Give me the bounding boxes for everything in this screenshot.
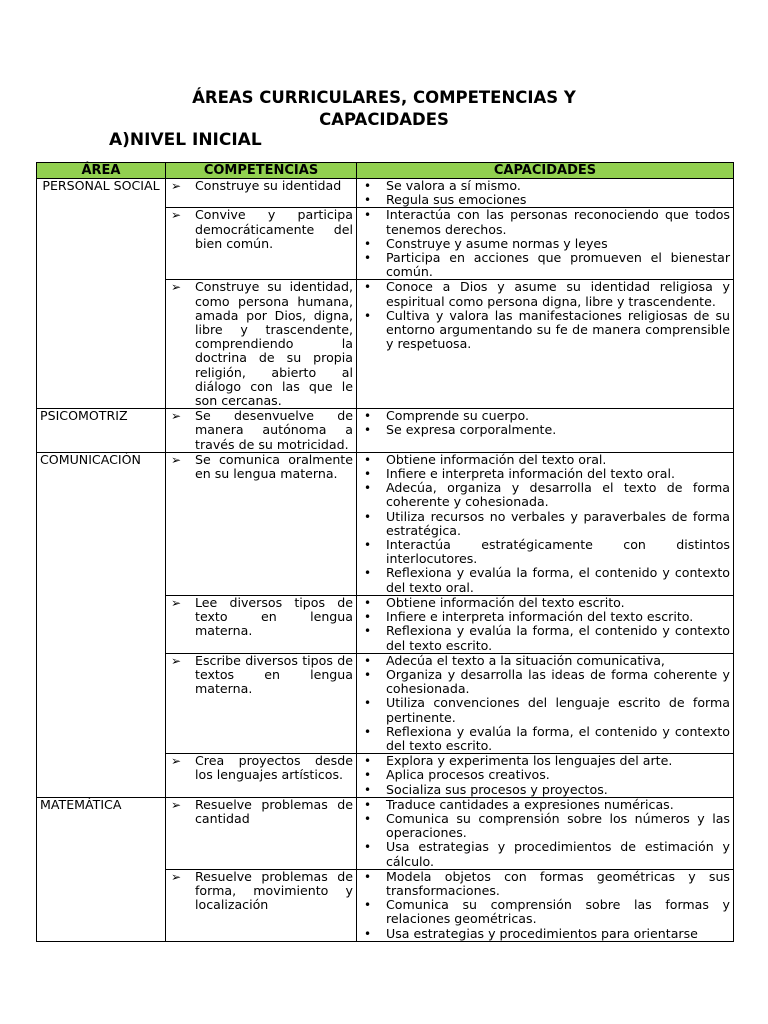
arrow-bullet-icon: ➢ [171,869,182,884]
arrow-bullet-icon: ➢ [171,179,182,193]
capacidad-text: Reflexiona y evalúa la forma, el contenido y contexto del texto escrito. [386,723,730,753]
header-competencias: COMPETENCIAS [166,163,357,179]
bullet-icon: • [364,538,372,553]
capacidad-text: Usa estrategias y procedimientos de estimación y cálculo. [386,839,730,869]
bullet-icon: • [364,754,372,769]
area-personal-social [37,179,166,409]
list-item [360,696,730,724]
bullet-icon: • [364,595,372,610]
list-item [360,237,730,251]
bullet-icon: • [364,251,372,266]
table-row [37,179,734,208]
capacidad-text: Comprende su cuerpo. [386,408,529,424]
capacidad-text: Se valora a sí mismo. [386,178,521,193]
bullet-icon: • [364,926,372,941]
capacidades-cell [357,280,734,409]
capacidad-text: Participa en acciones que promueven el bienestar común. [386,250,730,280]
bullet-icon: • [364,811,372,826]
list-item [360,453,730,467]
bullet-icon: • [364,308,372,323]
capacidades-cell [357,869,734,941]
arrow-bullet-icon: ➢ [171,797,182,812]
list-item [360,725,730,753]
competencia-cell [166,754,357,798]
list-item [360,768,730,782]
area-label: PSICOMOTRIZ [40,408,128,424]
competencia-text: Se desenvuelve de manera autónoma a través de su motricidad. [195,408,353,452]
area-label: COMUNICACIÓN [40,451,141,467]
bullet-icon: • [364,898,372,913]
table-row [37,452,734,595]
capacidad-text: Organiza y desarrolla las ideas de forma coherente y cohesionada. [386,666,730,697]
capacidad-text: Infiere e interpreta información del texto oral. [386,466,676,482]
bullet-icon: • [364,409,372,424]
list-item [360,596,730,610]
capacidad-text: Reflexiona y evalúa la forma, el contenido y contexto del texto escrito. [386,623,730,653]
list-item [360,927,730,941]
competencia-text: Escribe diversos tipos de textos en lengua materna. [195,652,353,697]
bullet-icon: • [364,452,372,467]
capacidad-text: Aplica procesos creativos. [386,767,550,783]
bullet-icon: • [364,696,372,711]
list-item [360,610,730,624]
capacidad-text: Socializa sus procesos y proyectos. [386,781,608,797]
competencia-cell [166,280,357,409]
capacidad-text: Comunica su comprensión sobre las formas y relaciones geométricas. [386,897,730,927]
bullet-icon: • [364,509,372,524]
list-item [360,812,730,840]
competencia-text: Crea proyectos desde los lenguajes artísticos. [195,753,353,783]
capacidades-cell [357,653,734,753]
capacidad-text: Construye y asume normas y leyes [386,235,608,251]
arrow-bullet-icon: ➢ [171,452,182,467]
capacidad-text: Interactúa estratégicamente con distintos interlocutores. [386,537,730,567]
arrow-bullet-icon: ➢ [171,754,182,769]
arrow-bullet-icon: ➢ [171,208,182,223]
arrow-bullet-icon: ➢ [171,653,182,668]
capacidades-cell [357,409,734,453]
competencia-cell [166,179,357,208]
capacidad-text: Obtiene información del texto escrito. [386,594,625,610]
list-item [360,538,730,566]
capacidad-text: Utiliza convenciones del lenguaje escrito de forma pertinente. [386,695,730,725]
area-label: PERSONAL SOCIAL [42,178,160,193]
area-matematica [37,797,166,941]
list-item [360,783,730,797]
header-area: ÁREA [37,163,166,179]
capacidad-text: Regula sus emociones [386,192,527,208]
table-row [37,409,734,453]
competencia-cell [166,595,357,653]
capacidad-text: Adecúa, organiza y desarrolla el texto de forma coherente y cohesionada. [386,480,730,510]
competencia-text: Se comunica oralmente en su lengua materna. [195,451,353,482]
competencia-cell [166,208,357,280]
list-item [360,510,730,538]
list-item [360,481,730,509]
bullet-icon: • [364,667,372,682]
bullet-icon: • [364,481,372,496]
capacidad-text: Interactúa con las personas reconociendo que todos tenemos derechos. [386,207,730,237]
arrow-bullet-icon: ➢ [171,409,182,424]
document-title-line1: ÁREAS CURRICULARES, COMPETENCIAS Y [192,88,576,107]
list-item [360,309,730,352]
competencia-text: Resuelve problemas de cantidad [195,796,353,826]
arrow-bullet-icon: ➢ [171,280,182,295]
bullet-icon: • [364,179,372,193]
capacidad-text: Adecúa el texto a la situación comunicativa, [386,652,665,668]
list-item [360,208,730,236]
header-row [37,163,734,179]
capacidades-cell [357,179,734,208]
list-item [360,467,730,481]
list-item [360,754,730,768]
competencia-text: Lee diversos tipos de texto en lengua materna. [195,594,353,639]
competencia-cell [166,653,357,753]
section-heading: A)NIVEL INICIAL [109,130,262,150]
capacidades-cell [357,208,734,280]
area-comunicacion [37,452,166,797]
capacidades-cell [357,595,734,653]
capacidad-text: Traduce cantidades a expresiones numéricas. [386,796,674,812]
list-item [360,409,730,423]
bullet-icon: • [364,423,372,438]
list-item [360,840,730,868]
competencia-text: Resuelve problemas de forma, movimiento y localización [195,868,353,913]
list-item [360,654,730,668]
bullet-icon: • [364,236,372,251]
curriculum-table [36,162,734,942]
bullet-icon: • [364,797,372,812]
list-item [360,566,730,594]
capacidades-cell [357,452,734,595]
competencia-text: Construye su identidad [195,178,342,193]
competencia-cell [166,869,357,941]
bullet-icon: • [364,610,372,625]
competencia-text: Construye su identidad, como persona humana, amada por Dios, digna, libre y trascendente, comprendiendo la doctrina de su propia religión, abierto al diálogo con las que le son cercanas. [195,279,353,409]
capacidad-text: Reflexiona y evalúa la forma, el contenido y contexto del texto oral. [386,565,730,595]
capacidad-text: Utiliza recursos no verbales y paraverbales de forma estratégica. [386,508,730,538]
arrow-bullet-icon: ➢ [171,595,182,610]
header-capacidades: CAPACIDADES [357,163,734,179]
table-row [37,797,734,869]
competencia-cell [166,452,357,595]
list-item [360,179,730,193]
capacidad-text: Obtiene información del texto oral. [386,451,607,467]
list-item [360,870,730,898]
list-item [360,624,730,652]
bullet-icon: • [364,768,372,783]
capacidad-text: Cultiva y valora las manifestaciones religiosas de su entorno argumentando su fe de manera comprensible y respetuosa. [386,307,730,352]
bullet-icon: • [364,193,372,208]
list-item [360,668,730,696]
capacidades-cell [357,797,734,869]
document-title-line2: CAPACIDADES [319,110,449,129]
list-item [360,898,730,926]
capacidades-cell [357,754,734,798]
list-item [360,798,730,812]
capacidad-text: Modela objetos con formas geométricas y sus transformaciones. [386,868,730,898]
bullet-icon: • [364,566,372,581]
bullet-icon: • [364,869,372,884]
bullet-icon: • [364,280,372,295]
capacidad-text: Comunica su comprensión sobre los números y las operaciones. [386,810,730,841]
bullet-icon: • [364,782,372,797]
capacidad-text: Conoce a Dios y asume su identidad religiosa y espiritual como persona digna, libre y trascendente. [386,279,730,309]
list-item [360,423,730,437]
bullet-icon: • [364,840,372,855]
bullet-icon: • [364,653,372,668]
competencia-cell [166,409,357,453]
capacidad-text: Usa estrategias y procedimientos para orientarse [386,925,698,941]
capacidad-text: Se expresa corporalmente. [386,422,557,438]
capacidad-text: Infiere e interpreta información del texto escrito. [386,609,694,625]
bullet-icon: • [364,724,372,739]
capacidad-text: Explora y experimenta los lenguajes del arte. [386,753,673,769]
area-psicomotriz [37,409,166,453]
bullet-icon: • [364,208,372,223]
list-item [360,193,730,207]
bullet-icon: • [364,624,372,639]
bullet-icon: • [364,467,372,482]
competencia-text: Convive y participa democráticamente del bien común. [195,207,353,251]
list-item [360,251,730,279]
list-item [360,280,730,308]
competencia-cell [166,797,357,869]
area-label: MATEMÁTICA [40,796,122,812]
